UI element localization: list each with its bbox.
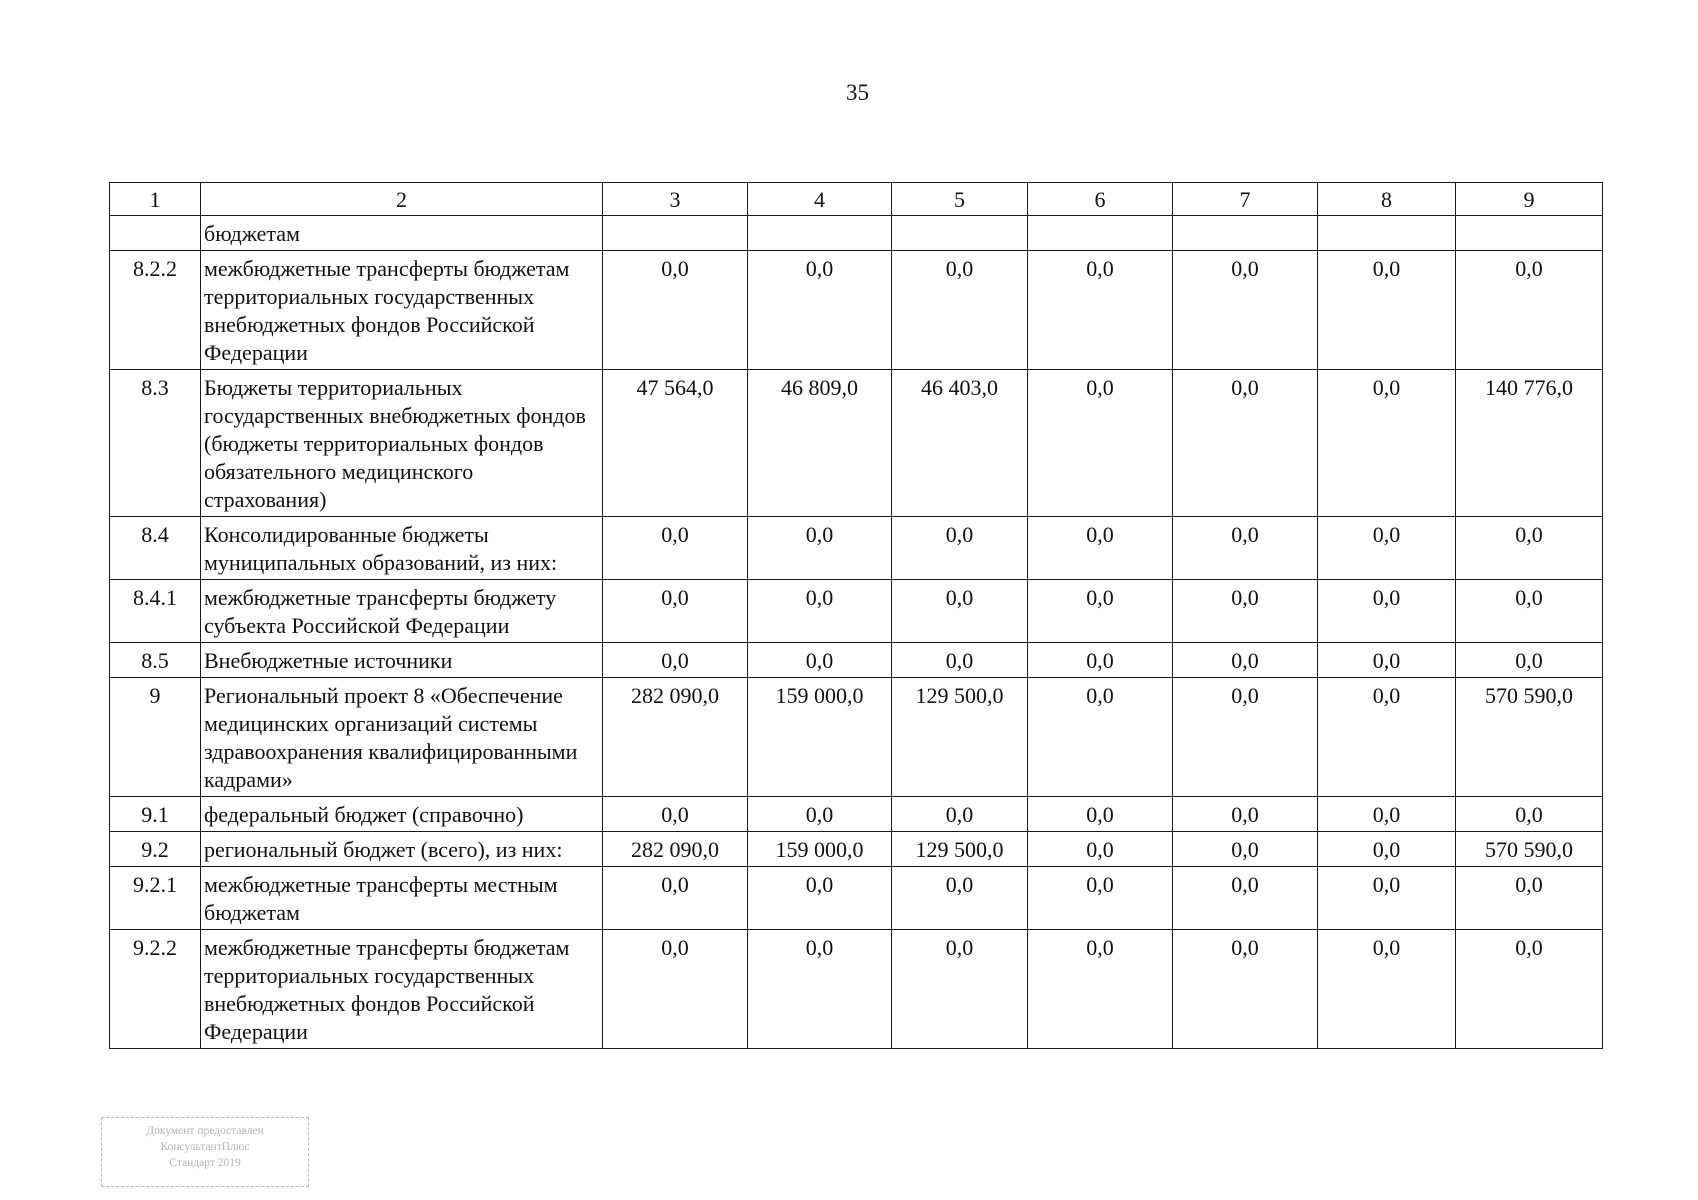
value-cell: 47 564,0 [603,370,748,517]
row-name-cell: бюджетам [201,216,603,251]
value-cell: 570 590,0 [1456,678,1603,797]
value-cell: 0,0 [1456,251,1603,370]
value-cell: 0,0 [748,517,892,580]
stamp-line: КонсультантПлюс [160,1141,250,1153]
row-number-cell: 9.1 [110,797,201,832]
value-cell: 0,0 [1028,832,1173,867]
header-cell: 1 [110,183,201,216]
value-cell: 0,0 [1318,643,1456,678]
row-name-cell: региональный бюджет (всего), из них: [201,832,603,867]
header-cell: 7 [1173,183,1318,216]
row-name-cell: межбюджетные трансферты бюджету субъекта Российской Федерации [201,580,603,643]
value-cell: 0,0 [1456,867,1603,930]
stamp-line: Стандарт 2019 [169,1157,241,1169]
table-row [110,517,1603,580]
value-cell: 0,0 [1318,580,1456,643]
value-cell [1028,216,1173,251]
value-cell: 129 500,0 [892,678,1028,797]
row-name-cell: Консолидированные бюджеты муниципальных образований, из них: [201,517,603,580]
value-cell: 0,0 [603,797,748,832]
value-cell: 0,0 [1028,867,1173,930]
row-number-cell: 9.2 [110,832,201,867]
value-cell: 0,0 [1028,580,1173,643]
value-cell: 0,0 [1028,930,1173,1049]
value-cell: 0,0 [1173,370,1318,517]
stamp-line: Документ предоставлен [146,1125,264,1137]
row-name-cell: межбюджетные трансферты бюджетам территориальных государственных внебюджетных фондов Российской Федерации [201,930,603,1049]
table-row [110,797,1603,832]
value-cell: 0,0 [603,580,748,643]
row-name-cell: Бюджеты территориальных государственных внебюджетных фондов (бюджеты территориальных фондов обязательного медицинского страхования) [201,370,603,517]
value-cell: 46 809,0 [748,370,892,517]
value-cell: 0,0 [603,643,748,678]
row-name-cell: Внебюджетные источники [201,643,603,678]
budget-table [109,182,1603,1049]
value-cell: 0,0 [1173,643,1318,678]
row-number-cell [110,216,201,251]
value-cell: 0,0 [1173,580,1318,643]
value-cell: 0,0 [748,867,892,930]
header-cell: 8 [1318,183,1456,216]
value-cell: 282 090,0 [603,678,748,797]
table-body [110,216,1603,1049]
value-cell: 0,0 [748,643,892,678]
header-cell: 4 [748,183,892,216]
header-cell: 3 [603,183,748,216]
value-cell: 0,0 [603,251,748,370]
value-cell: 282 090,0 [603,832,748,867]
value-cell: 0,0 [1028,678,1173,797]
row-number-cell: 9 [110,678,201,797]
value-cell: 0,0 [1028,797,1173,832]
value-cell: 0,0 [892,867,1028,930]
value-cell: 159 000,0 [748,832,892,867]
value-cell: 0,0 [1028,370,1173,517]
value-cell: 0,0 [1028,643,1173,678]
value-cell: 0,0 [1456,797,1603,832]
value-cell: 46 403,0 [892,370,1028,517]
table-row [110,216,1603,251]
row-number-cell: 9.2.1 [110,867,201,930]
row-number-cell: 8.3 [110,370,201,517]
value-cell: 0,0 [748,251,892,370]
header-cell: 5 [892,183,1028,216]
value-cell: 129 500,0 [892,832,1028,867]
value-cell [892,216,1028,251]
value-cell: 0,0 [1318,370,1456,517]
value-cell: 0,0 [1456,580,1603,643]
value-cell: 0,0 [603,930,748,1049]
value-cell: 0,0 [1173,251,1318,370]
value-cell: 0,0 [1456,643,1603,678]
table-row [110,643,1603,678]
table-row [110,867,1603,930]
row-number-cell: 8.5 [110,643,201,678]
table-row [110,678,1603,797]
value-cell: 0,0 [1173,797,1318,832]
value-cell: 140 776,0 [1456,370,1603,517]
value-cell: 0,0 [1318,832,1456,867]
value-cell: 0,0 [1173,867,1318,930]
table-row [110,580,1603,643]
value-cell: 0,0 [748,797,892,832]
value-cell: 0,0 [1318,930,1456,1049]
value-cell: 0,0 [892,580,1028,643]
value-cell: 0,0 [892,251,1028,370]
table-row [110,930,1603,1049]
row-name-cell: межбюджетные трансферты бюджетам территориальных государственных внебюджетных фондов Российской Федерации [201,251,603,370]
value-cell: 0,0 [1456,930,1603,1049]
table-row [110,370,1603,517]
table-row [110,832,1603,867]
value-cell: 0,0 [1028,251,1173,370]
value-cell: 0,0 [748,930,892,1049]
value-cell: 0,0 [1173,930,1318,1049]
value-cell: 159 000,0 [748,678,892,797]
row-number-cell: 9.2.2 [110,930,201,1049]
value-cell: 0,0 [1173,678,1318,797]
value-cell: 0,0 [892,797,1028,832]
value-cell [1318,216,1456,251]
value-cell: 0,0 [1028,517,1173,580]
value-cell: 0,0 [1318,678,1456,797]
value-cell: 0,0 [1318,867,1456,930]
row-name-cell: федеральный бюджет (справочно) [201,797,603,832]
value-cell [1173,216,1318,251]
value-cell: 0,0 [603,867,748,930]
row-number-cell: 8.4.1 [110,580,201,643]
value-cell: 570 590,0 [1456,832,1603,867]
header-row [110,183,1603,216]
row-number-cell: 8.2.2 [110,251,201,370]
value-cell: 0,0 [1318,797,1456,832]
value-cell: 0,0 [892,517,1028,580]
row-number-cell: 8.4 [110,517,201,580]
value-cell [1456,216,1603,251]
header-cell: 6 [1028,183,1173,216]
header-cell: 9 [1456,183,1603,216]
row-name-cell: Региональный проект 8 «Обеспечение медицинских организаций системы здравоохранения квалифицированными кадрами» [201,678,603,797]
row-name-cell: межбюджетные трансферты местным бюджетам [201,867,603,930]
value-cell: 0,0 [892,930,1028,1049]
value-cell: 0,0 [1173,832,1318,867]
value-cell [603,216,748,251]
value-cell: 0,0 [603,517,748,580]
value-cell: 0,0 [1173,517,1318,580]
value-cell: 0,0 [748,580,892,643]
header-cell: 2 [201,183,603,216]
value-cell: 0,0 [1456,517,1603,580]
value-cell: 0,0 [1318,251,1456,370]
document-stamp [101,1117,309,1187]
value-cell: 0,0 [892,643,1028,678]
page-number: 35 [846,80,869,105]
value-cell: 0,0 [1318,517,1456,580]
table-row [110,251,1603,370]
value-cell [748,216,892,251]
